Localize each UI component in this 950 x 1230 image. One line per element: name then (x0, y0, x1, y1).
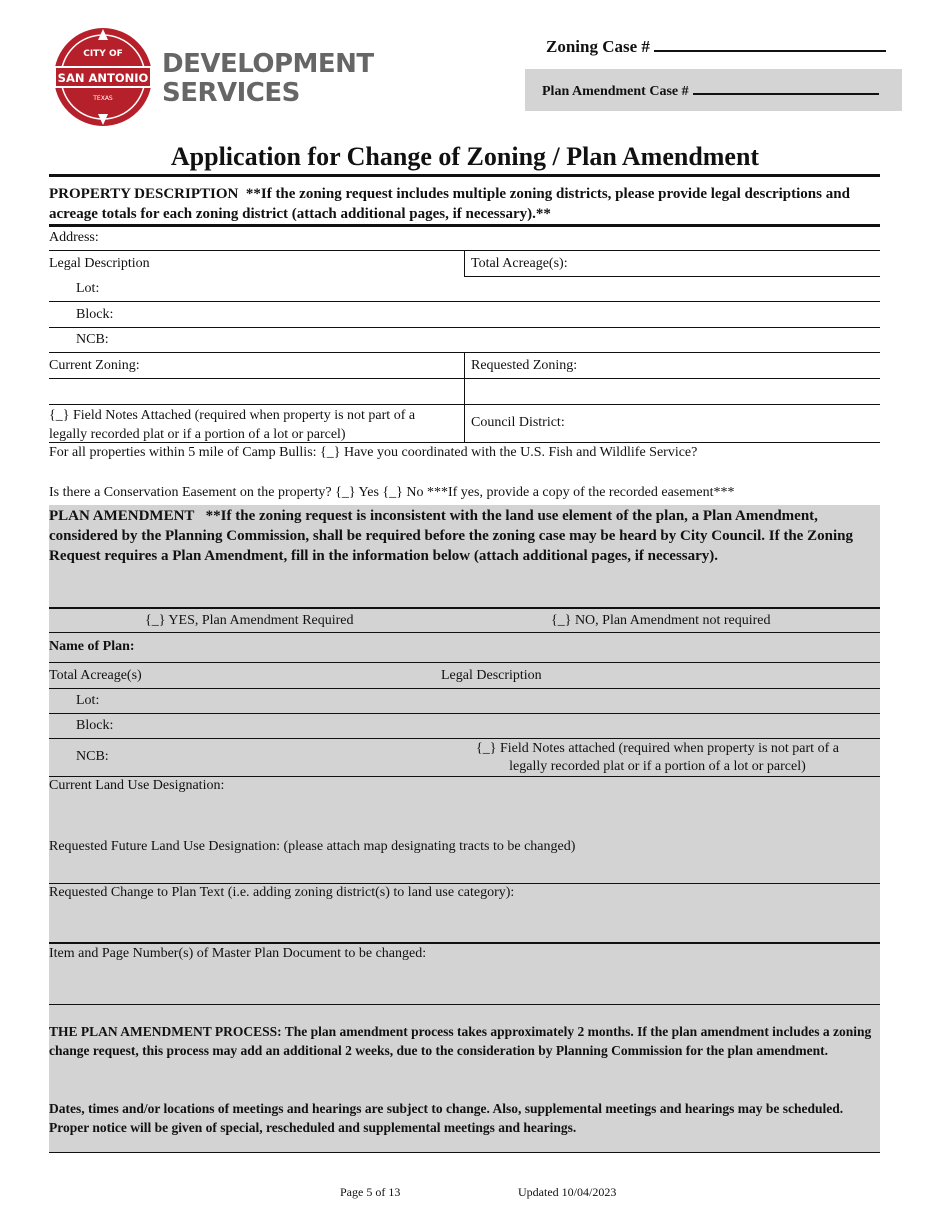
plan-amendment-process-paragraph: THE PLAN AMENDMENT PROCESS: The plan amendment process takes approximately 2 months. If the plan amendment includes a zoning change request, this process may add an additional 2 weeks, due to the consideration by Planning Commission for the plan amendment. (49, 1024, 872, 1058)
property-heading-label: PROPERTY DESCRIPTION (49, 186, 239, 202)
row-line (49, 688, 880, 689)
city-seal-logo (52, 26, 154, 128)
property-rule (49, 224, 880, 227)
requested-future-land-use-label: Requested Future Land Use Designation: (please attach map designating tracts to be changed) (49, 839, 576, 854)
plan-no-checkbox[interactable]: {_} NO, Plan Amendment not required (551, 613, 771, 628)
row-line (49, 713, 880, 714)
plan-yes-checkbox[interactable]: {_} YES, Plan Amendment Required (145, 613, 354, 628)
item-page-numbers-label: Item and Page Number(s) of Master Plan Document to be changed: (49, 946, 427, 961)
plan-legal-description-label: Legal Description (441, 668, 542, 683)
requested-zoning-label: Requested Zoning: (471, 358, 578, 373)
plan-field-notes-checkbox[interactable] (476, 740, 839, 776)
page-title: Application for Change of Zoning / Plan Amendment (170, 142, 760, 171)
plan-field-notes-line-2: legally recorded plat or if a portion of a lot or parcel) (509, 759, 806, 774)
seal-top-text: CITY OF (83, 49, 123, 59)
row-line (49, 632, 880, 633)
col-divider (464, 352, 465, 442)
updated-date: Updated 10/04/2023 (518, 1185, 617, 1199)
row-line (49, 327, 880, 328)
plan-lot-label: Lot: (76, 693, 100, 708)
property-heading-note: **If the zoning request includes multiple zoning districts, please provide legal descriptions and acreage totals for each zoning district (attach additional pages, if necessary).** (49, 186, 850, 222)
zoning-case-field[interactable] (546, 36, 886, 57)
row-line (49, 1004, 880, 1005)
zoning-case-blank[interactable] (654, 36, 886, 52)
plan-amendment-case-blank[interactable] (693, 82, 879, 95)
requested-change-plan-text-label: Requested Change to Plan Text (i.e. adding zoning district(s) to land use category): (49, 885, 515, 900)
lot-label: Lot: (76, 281, 100, 296)
plan-amendment-heading (49, 506, 879, 566)
plan-block-label: Block: (76, 718, 114, 733)
conservation-easement-question[interactable]: Is there a Conservation Easement on the property? {_} Yes {_} No ***If yes, provide a copy of the recorded easement*** (49, 485, 735, 500)
council-district-label: Council District: (471, 415, 565, 430)
field-notes-checkbox[interactable] (49, 406, 415, 444)
seal-bottom-text: TEXAS (93, 95, 113, 102)
plan-total-acreage-label: Total Acreage(s) (49, 668, 142, 683)
row-line (49, 301, 880, 302)
seal-middle-text: SAN ANTONIO (57, 71, 149, 85)
page-number: Page 5 of 13 (340, 1185, 401, 1199)
address-label: Address: (49, 230, 99, 245)
row-line (49, 883, 880, 884)
plan-rule (49, 607, 880, 609)
plan-heading-label: PLAN AMENDMENT (49, 508, 195, 524)
logo-line-2: SERVICES (162, 78, 300, 108)
current-zoning-label: Current Zoning: (49, 358, 140, 373)
name-of-plan-label: Name of Plan: (49, 639, 135, 654)
current-land-use-label: Current Land Use Designation: (49, 778, 225, 793)
row-line (49, 404, 880, 405)
property-description-heading (49, 184, 879, 224)
zoning-case-label: Zoning Case # (546, 37, 650, 56)
row-line (464, 276, 880, 277)
ncb-label: NCB: (76, 332, 109, 347)
logo-wordmark (162, 50, 374, 108)
plan-amendment-case-label: Plan Amendment Case # (542, 84, 689, 99)
plan-ncb-label: NCB: (76, 749, 109, 764)
row-line (49, 442, 880, 443)
plan-field-notes-line-1: {_} Field Notes attached (required when property is not part of a (476, 741, 839, 756)
field-notes-line-2: legally recorded plat or if a portion of a lot or parcel) (49, 427, 346, 442)
meetings-notice-paragraph: Dates, times and/or locations of meetings and hearings are subject to change. Also, supplemental meetings and hearings may be scheduled. Proper notice will be given of special, rescheduled and supplemental meetings and hearings. (49, 1101, 844, 1135)
title-rule (49, 174, 880, 177)
section-bottom-line (49, 1152, 880, 1153)
section-rule (49, 942, 880, 944)
logo-line-1: DEVELOPMENT (162, 49, 374, 79)
row-line (49, 738, 880, 739)
row-line (49, 776, 880, 777)
col-divider (464, 250, 465, 276)
row-line (49, 662, 880, 663)
field-notes-line-1: {_} Field Notes Attached (required when property is not part of a (49, 408, 416, 423)
row-line (49, 378, 880, 379)
block-label: Block: (76, 307, 114, 322)
legal-description-label: Legal Description (49, 256, 150, 271)
plan-heading-note: **If the zoning request is inconsistent with the land use element of the plan, a Plan Amendment, considered by the Planning Commission, shall be required before the zoning case may be heard by City Council. If the Zoning Request requires a Plan Amendment, fill in the information below (attach additional pages, if necessary). (49, 508, 853, 564)
camp-bullis-question[interactable]: For all properties within 5 mile of Camp Bullis: {_} Have you coordinated with the U.S. Fish and Wildlife Service? (49, 445, 698, 460)
plan-amendment-case-field[interactable] (542, 82, 879, 100)
total-acreage-label: Total Acreage(s): (471, 256, 568, 271)
